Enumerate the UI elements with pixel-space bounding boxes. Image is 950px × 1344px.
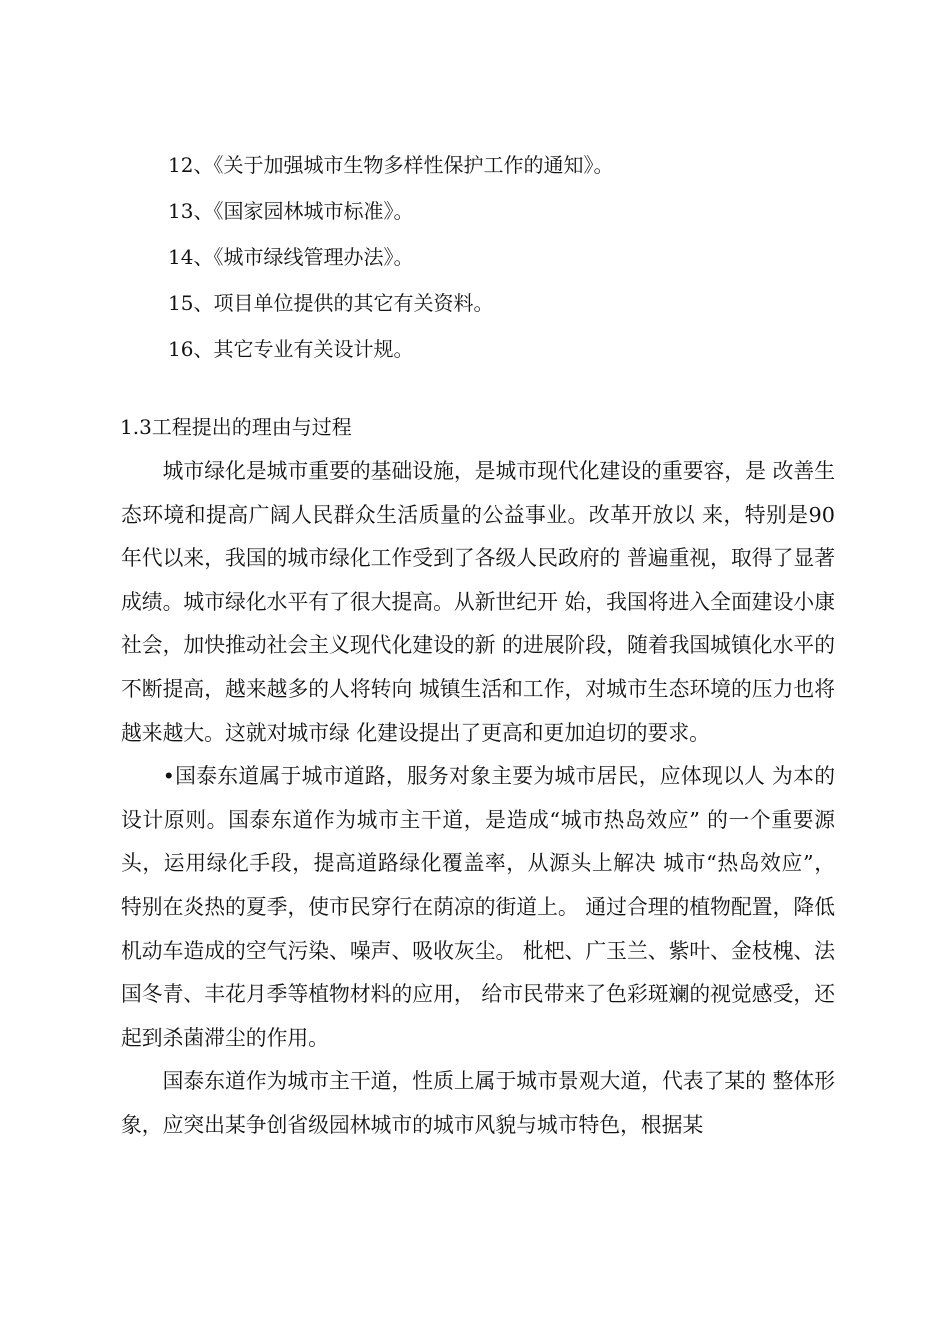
paragraph: 国泰东道作为城市主干道，性质上属于城市景观大道，代表了某的 整体形象，应突出某争创省级园林城市的城市风貌与城市特色，根据某	[121, 1069, 835, 1137]
reference-list	[168, 142, 868, 372]
reference-item: 12、《关于加强城市生物多样性保护工作的通知》。	[168, 153, 614, 177]
body-text	[121, 450, 835, 1148]
reference-item: 15、项目单位提供的其它有关资料。	[168, 291, 494, 315]
reference-item: 13、《国家园林城市标准》。	[168, 199, 414, 223]
section-heading: 1.3工程提出的理由与过程	[120, 415, 352, 439]
reference-item: 14、《城市绿线管理办法》。	[168, 245, 414, 269]
paragraph: •国泰东道属于城市道路，服务对象主要为城市居民，应体现以人 为本的设计原则。国泰东道作为城市主干道，是造成“城市热岛效应” 的一个重要源头，运用绿化手段，提高道路绿化覆盖率，从源头上解决 城市“热岛效应”，特别在炎热的夏季，使市民穿行在荫凉的街道上。 通过合理的植物配置，降低机动车造成的空气污染、噪声、吸收灰尘。 枇杷、广玉兰、紫叶、金枝槐、法国冬青、丰花月季等植物材料的应用， 给市民带来了色彩斑斓的视觉感受，还起到杀菌滞尘的作用。	[121, 764, 835, 1050]
reference-item: 16、其它专业有关设计规。	[168, 337, 414, 361]
paragraph: 城市绿化是城市重要的基础设施，是城市现代化建设的重要容，是 改善生态环境和提高广阔人民群众生活质量的公益事业。改革开放以 来，特别是90年代以来，我国的城市绿化工作受到了各级人民政府的 普遍重视，取得了显著成绩。城市绿化水平有了很大提高。从新世纪开 始，我国将进入全面建设小康社会，加快推动社会主义现代化建设的新 的进展阶段，随着我国城镇化水平的不断提高，越来越多的人将转向 城镇生活和工作，对城市生态环境的压力也将越来越大。这就对城市绿 化建设提出了更高和更加迫切的要求。	[121, 459, 835, 745]
